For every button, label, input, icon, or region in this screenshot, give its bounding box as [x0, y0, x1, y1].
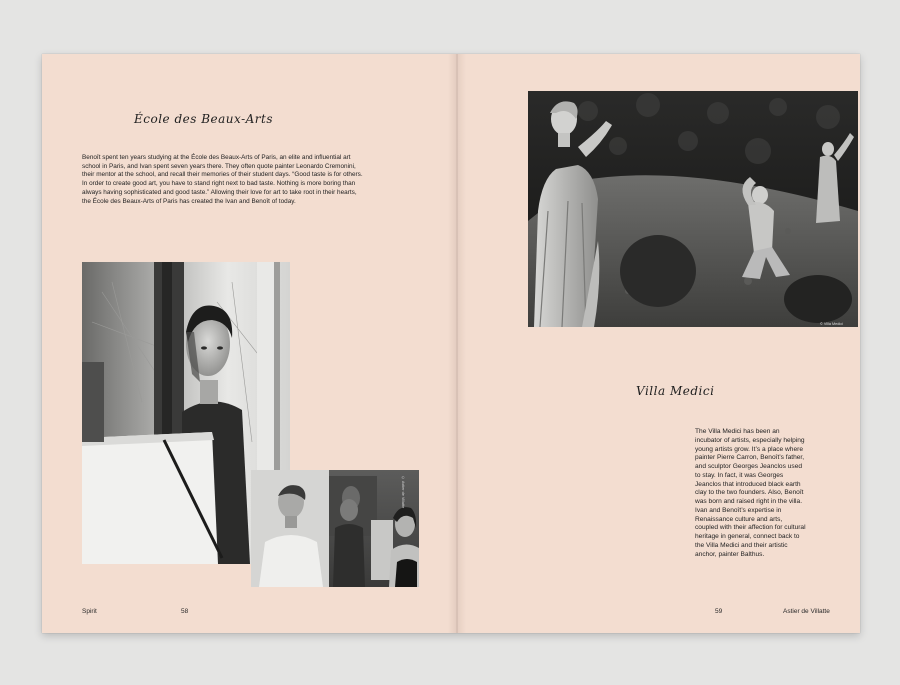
left-photo-credit: © Astier de Villatte: [401, 476, 405, 509]
studio-group-photo: [251, 470, 419, 587]
garden-statues-photo: [528, 91, 858, 327]
right-page-number: 59: [715, 608, 723, 615]
spine-gutter: [448, 54, 466, 633]
left-page-number: 58: [181, 608, 189, 615]
section-label: Spirit: [82, 608, 97, 615]
left-page-paragraph: Benoît spent ten years studying at the École des Beaux-Arts of Paris, an elite and influential art school in Paris, and Ivan spent seven years there. They often quote painter Leonardo Cremonini, their mentor at the school, and recall their memories of their student days. “Good taste is for others. In order to create good art, you have to stand right next to bad taste. Nothing is more boring than always having sophisticated and good taste.” Allowing their love for art to take root in their hearts, the École des Beaux-Arts of Paris has created the Ivan and Benoît of today.: [82, 154, 363, 205]
brand-name: Astier de Villatte: [783, 608, 830, 615]
magazine-spread: [42, 54, 860, 633]
studio-illustration: [251, 470, 419, 587]
right-page-paragraph: The Villa Medici has been an incubator of artists, especially helping young artists grow. It’s a place where painter Pierre Carron, Benoît’s father, and sculptor Georges Jeanclos used to stay. In fact, it was Georges Jeanclos that introduced black earth clay to the two founders. Also, Benoît was born and raised right in the villa. Ivan and Benoît’s expertise in Renaissance culture and arts, coupled with their affection for cultural heritage in general, connect back to the Villa Medici and their artistic anchor, painter Balthus.: [695, 428, 806, 558]
right-photo-credit: © Villa Medici: [820, 322, 843, 326]
right-page-heading: Villa Medici: [636, 384, 715, 398]
statues-illustration: [528, 91, 858, 327]
left-page-heading: École des Beaux-Arts: [134, 112, 274, 126]
